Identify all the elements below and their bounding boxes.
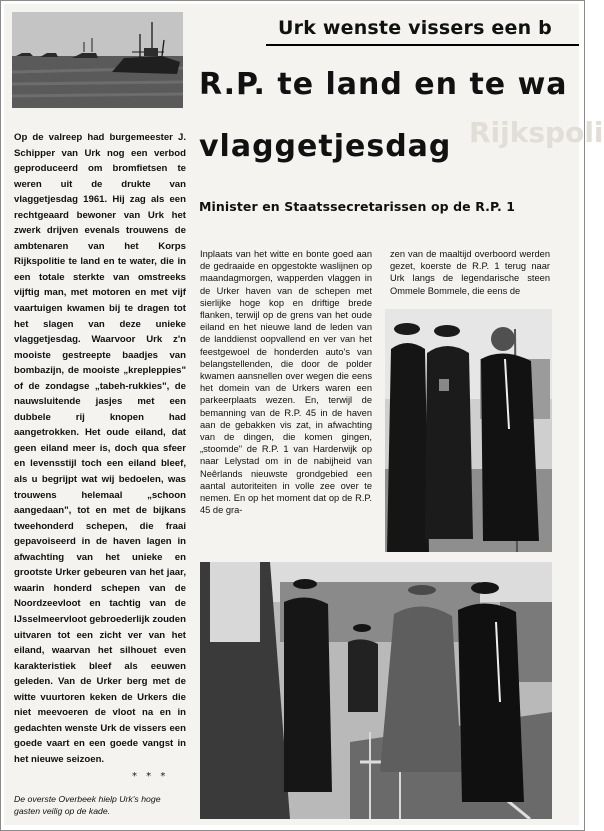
magazine-page [4,4,604,825]
article-title-line2: vlaggetjesdag [199,129,452,164]
middle-column-text: Inplaats van het witte en bonte goed aan de gedraaide en opgestokte waslijnen op maandagmorgen, wapperden vlaggen in de Urker haven van de schepen met sierlijke hoge kop en driftige brede flanken, terwijl op de grens van het oude eiland en het nieuwe land de leden van de landdienst oopvallend en ver van het feestgewoel de honderden auto's van belangstellenden, die door de polder kwamen aansnellen over wegen die eens het domein van de Urkers waren een parkeerplaats wezen. En, terwijl de bemanning van de R.P. 45 in de haven aan de gebakken vis zat, in afwachting van de dingen, die komen gingen, „stoomde" de R.P. 1 van Harderwijk op naar Lelystad om in de nabijheid van Neêrlands nieuwste grondgebied een aantal autoriteiten in volle zee over te nemen. En op het moment dat op de R.P. 45 de gra- [200,249,372,516]
photo-officers-harbor [385,309,552,552]
photo-caption: De overste Overbeek hielp Urk's hoge gasten veilig op de kade. [14,794,161,816]
article-title-line1: R.P. te land en te wa [199,67,568,102]
right-column-text: zen van de maaltijd overboord werden gezet, koerste de R.P. 1 terug naar Urk langs de legendarische steen Ommele Bommele, die eens de [390,249,550,296]
background-watermark-text: Rijkspoli [469,116,604,149]
left-column-text: Op de valreep had burgemeester J. Schipper van Urk nog een verbod geproduceerd om bromfietsen te weren uit de drukte van vlaggetjesdag 1961. Hij zag als een rechtgeaard bewoner van Urk het zwerk drijven evenals trouwens de ambtenaren van het Korps Rijkspolitie te land en te water, die in een totale sterkte van omstreeks vijftig man, met motoren en met vijf vaartuigen kwamen bij te dragen tot het slagen van deze unieke vlaggetjesdag. Waarvoor Urk z'n mooiste gestreepte baadjes van bombazijn, de mooiste „krepleppies" of de zondagse „tabeh-rukkies", de nauwsluitende jasjes met een dubbele rij knopen had aangetrokken. Het oude eiland, dat geen eiland meer is, doch qua sfeer en levensstijl toch een eiland bleef, als u begrijpt wat wij bedoelen, was trouwens helemaal „schoon aangedaan", tot en met de bijkans tweehonderd schepen, die fraai gepavoiseerd in de haven lagen in afwachting van het unieke en grootste Urker gebeuren van het jaar, waarin honderd schepen van de Noordzeevloot en tachtig van de IJsselmeervloot gebroederlijk zouden uitvaren tot een zicht ver van het eiland, waarvan het silhouet even karakteristiek bleef als eeuwen geleden. Van de Urker berg met de witte vuurtoren keken de Urkers die niet meevoeren de vloot na en in gedachten wenste Urk de vissers een goede vaart en een goede vangst in het nieuwe seizoen. [14,132,186,765]
article-subtitle: Minister en Staatssecretarissen op de R.P. 1 [199,199,516,214]
photo-fishing-fleet [12,12,183,108]
running-header [266,12,579,46]
section-stars: * * * [132,771,169,782]
running-header-title: Urk wenste vissers een b [278,17,552,39]
photo-dignitaries-disembarking [200,562,552,819]
